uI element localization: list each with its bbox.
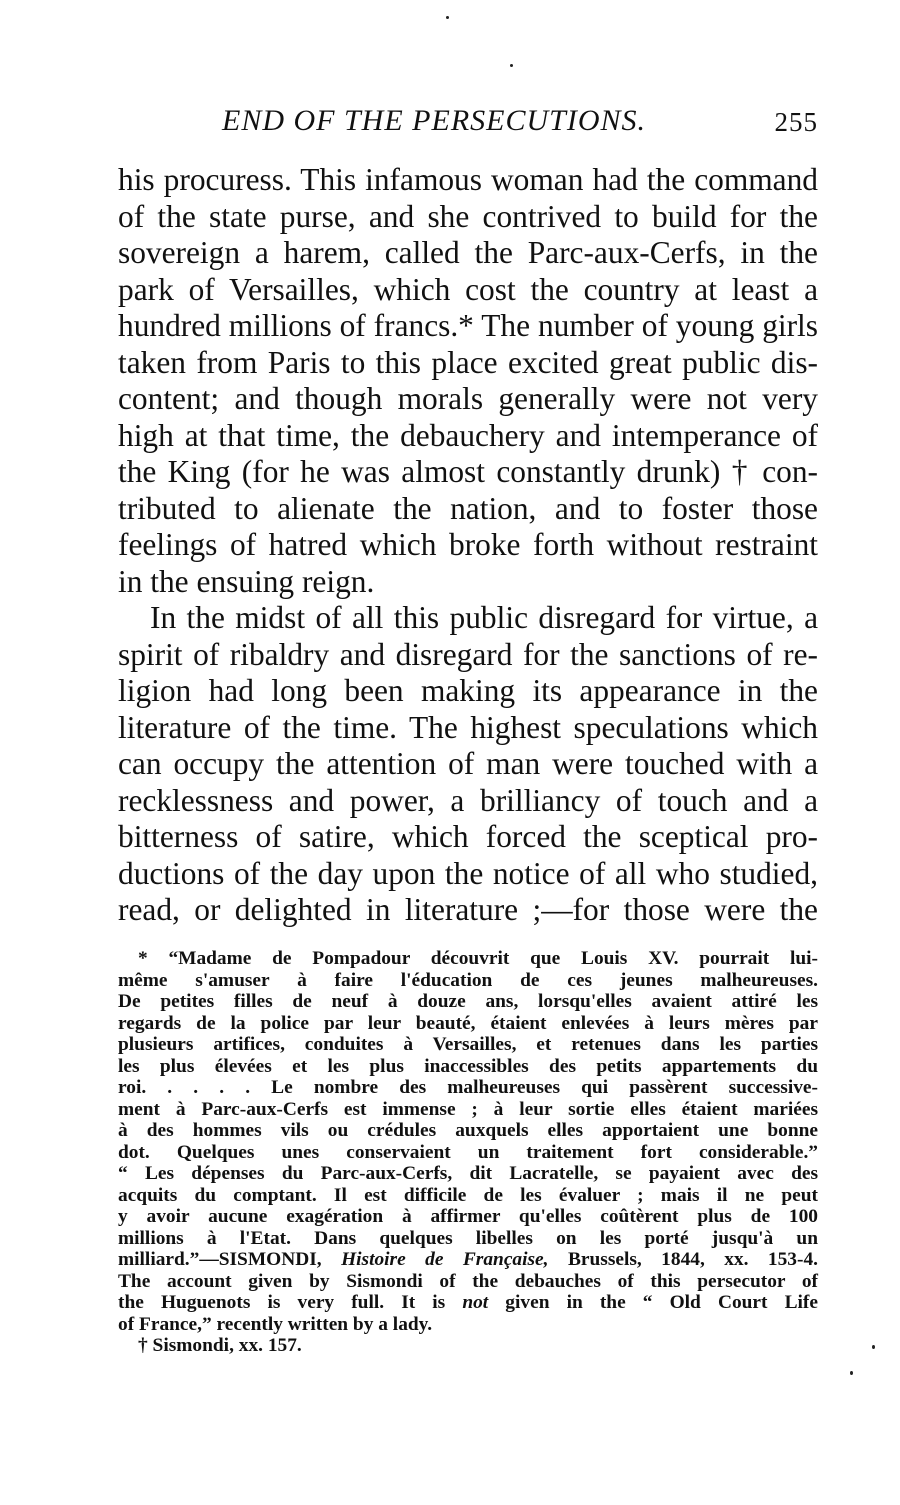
print-speck <box>510 64 513 67</box>
footnote-line: les plus élevées et les plus inaccessibles des petits appartements du <box>118 1055 818 1077</box>
text-line: ligion had long been making its appearance in the <box>118 673 818 708</box>
footnote-line: ment à Parc-aux-Cerfs est immense ; à leur sortie elles étaient mariées <box>118 1098 818 1120</box>
footnote-line: The account given by Sismondi of the debauches of this persecutor of <box>118 1270 818 1292</box>
text-line: can occupy the attention of man were touched with a <box>118 746 818 781</box>
footnote-line: acquits du comptant. Il est difficile de les évaluer ; mais il ne peut <box>118 1184 818 1206</box>
text-line: literature of the time. The highest speculations which <box>118 709 818 745</box>
footnote-line: of France,” recently written by a lady. <box>118 1313 433 1335</box>
text-line: read, or delighted in literature ;—for those were the <box>118 892 818 927</box>
emphasis-word: not <box>462 1292 489 1313</box>
footnote-line: † Sismondi, xx. 157. <box>138 1335 302 1356</box>
footnote-line: “ Les dépenses du Parc-aux-Cerfs, dit Lacratelle, se payaient avec des <box>118 1163 818 1184</box>
text-line: recklessness and power, a brilliancy of touch and a <box>118 782 818 818</box>
emphasis-suffix: given in the “ Old Court Life <box>488 1292 818 1313</box>
footnote-line: à des hommes vils ou crédules auxquels elles apportaient une bonne <box>118 1120 818 1141</box>
footnote-emphasis-line <box>118 1292 818 1314</box>
print-speck <box>446 16 449 19</box>
footnote-line: regards de la police par leur beauté, étaient enlevées à leurs mères par <box>118 1012 818 1034</box>
text-line: ductions of the day upon the notice of all who studied, <box>118 855 818 891</box>
text-line: sovereign a harem, called the Parc-aux-Cerfs, in the <box>118 235 818 270</box>
text-line: content; and though morals generally were not very <box>118 381 818 416</box>
text-line: bitterness of satire, which forced the sceptical pro- <box>118 819 818 854</box>
text-line: feelings of hatred which broke forth without restraint <box>118 527 818 562</box>
text-line: hundred millions of francs.* The number of young girls <box>118 308 818 343</box>
text-line: tributed to alienate the nation, and to foster those <box>118 490 818 526</box>
citation-suffix: Brussels, 1844, xx. 153-4. <box>548 1249 818 1270</box>
text-line: park of Versailles, which cost the country at least a <box>118 271 818 307</box>
text-line: of the state purse, and she contrived to build for the <box>118 198 818 234</box>
footnote-line: y avoir aucune exagération à affirmer qu'elles coûtèrent plus de 100 <box>118 1206 818 1227</box>
citation-title: Histoire de Française, <box>341 1249 549 1270</box>
text-line: high at that time, the debauchery and intemperance of <box>118 417 818 453</box>
citation-prefix: milliard.”—SISMONDI, <box>118 1249 342 1270</box>
footnote-line: même s'amuser à faire l'éducation de ces jeunes malheureuses. <box>118 969 818 991</box>
print-speck <box>850 1371 853 1375</box>
footnote-line: millions à l'Etat. Dans quelques libelles on les porté jusqu'à un <box>118 1227 818 1249</box>
footnote-line: dot. Quelques unes conservaient un traitement fort considerable.” <box>118 1141 818 1163</box>
text-line: In the midst of all this public disregard for virtue, a <box>150 600 818 635</box>
footnote-line: * “Madame de Pompadour découvrit que Louis XV. pourrait lui- <box>138 948 818 969</box>
footnote-line: De petites filles de neuf à douze ans, lorsqu'elles avaient attiré les <box>118 991 818 1012</box>
text-line: spirit of ribaldry and disregard for the sanctions of re- <box>118 636 818 672</box>
footnote-line: roi. . . . . Le nombre des malheureuses qui passèrent successive- <box>118 1077 818 1098</box>
text-line: taken from Paris to this place excited great public dis- <box>118 344 818 380</box>
text-line: his procuress. This infamous woman had the command <box>118 162 818 197</box>
page-number: 255 <box>774 107 818 137</box>
print-speck <box>872 1345 875 1349</box>
body-text <box>118 162 818 929</box>
footnotes <box>118 948 818 1357</box>
emphasis-prefix: the Huguenots is very full. It is <box>118 1292 463 1313</box>
text-line: in the ensuing reign. <box>118 563 375 599</box>
running-head-title: END OF THE PERSECUTIONS. <box>222 104 646 137</box>
running-head <box>118 104 818 144</box>
footnote-line: plusieurs artifices, conduites à Versailles, et retenues dans les parties <box>118 1034 818 1055</box>
footnote-citation-line <box>118 1249 818 1271</box>
text-line: the King (for he was almost constantly drunk) † con- <box>118 454 818 489</box>
